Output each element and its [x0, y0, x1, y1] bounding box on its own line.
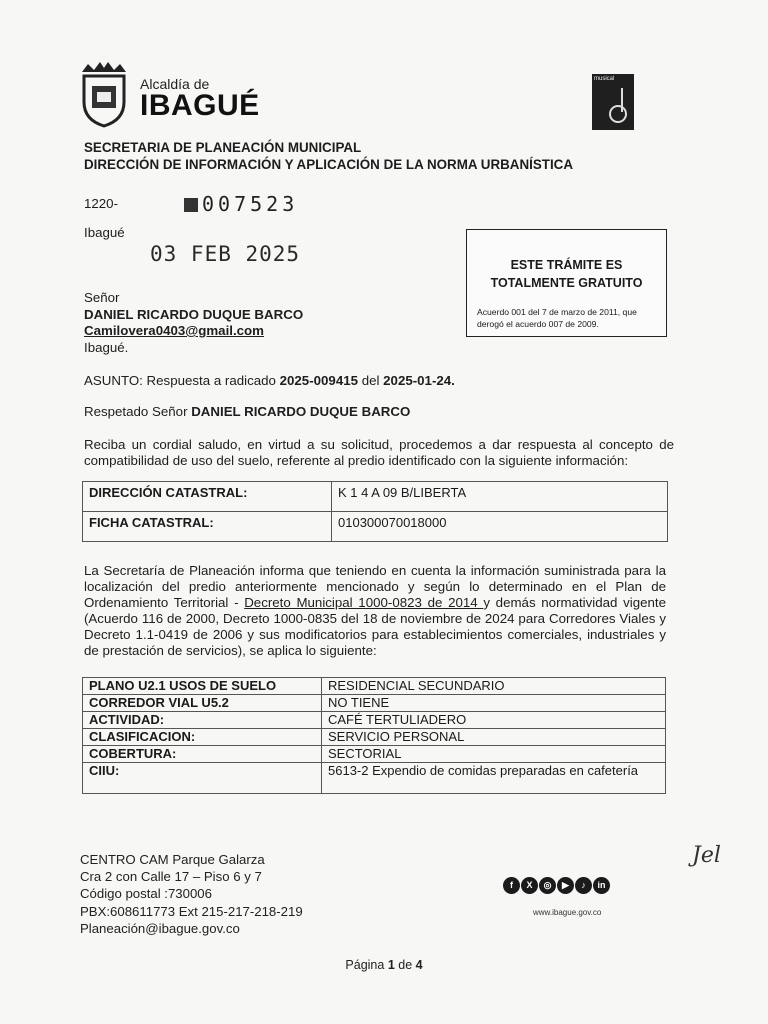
music-note-icon [592, 74, 634, 130]
notice-line1: ESTE TRÁMITE ES [510, 258, 623, 272]
heading-direccion: DIRECCIÓN DE INFORMACIÓN Y APLICACIÓN DE LA NORMA URBANÍSTICA [84, 157, 574, 172]
table-label: FICHA CATASTRAL: [83, 512, 332, 542]
property-table [82, 481, 668, 542]
subject-label: ASUNTO: Respuesta a radicado [84, 373, 280, 388]
recipient-city: Ibagué. [84, 340, 129, 355]
subject-date: 2025-01-24. [383, 373, 455, 388]
instagram-icon[interactable]: ◎ [539, 877, 556, 894]
table-value: SECTORIAL [322, 746, 666, 763]
initials-signature: Jel [692, 843, 721, 868]
table-value: 5613-2 Expendio de comidas preparadas en cafetería [322, 763, 666, 794]
footer-email[interactable]: Planeación@ibague.gov.co [80, 921, 240, 936]
page-prefix: Página [345, 958, 388, 972]
table-value: NO TIENE [322, 695, 666, 712]
footer-phone: PBX:608611773 Ext 215-217-218-219 [80, 904, 303, 919]
table-value: CAFÉ TERTULIADERO [322, 712, 666, 729]
heading-secretaria: SECRETARIA DE PLANEACIÓN MUNICIPAL [84, 140, 362, 155]
date-stamp: 03 FEB 2025 [150, 242, 301, 266]
stamp-mark-icon [184, 198, 198, 212]
greeting-prefix: Respetado Señor [84, 404, 192, 419]
greeting-name: DANIEL RICARDO DUQUE BARCO [191, 404, 411, 419]
footer-postal: Código postal :730006 [80, 886, 212, 901]
table-value: K 1 4 A 09 B/LIBERTA [332, 482, 668, 512]
decree-link: Decreto Municipal 1000-0823 de 2014 [244, 595, 484, 610]
recipient-email[interactable]: Camilovera0403@gmail.com [84, 323, 265, 338]
page-current: 1 [387, 958, 395, 972]
table-value: RESIDENCIAL SECUNDARIO [322, 678, 666, 695]
page-total: 4 [415, 958, 423, 972]
footer-address-1: CENTRO CAM Parque Galarza [80, 852, 265, 867]
page-mid: de [394, 958, 416, 972]
musical-logo [592, 74, 634, 130]
linkedin-icon[interactable]: in [593, 877, 610, 894]
table-row [83, 729, 666, 746]
table-row [83, 763, 666, 794]
notice-detail: Acuerdo 001 del 7 de marzo de 2011, que derogó el acuerdo 007 de 2009. [477, 307, 637, 329]
logo-big-text: IBAGUÉ [140, 89, 260, 122]
social-icons [503, 875, 611, 894]
legal-part1: La Secretaría de Planeación informa que teniendo en cuenta la información suministrada para la localización del predio anteriormente mencionado y según lo determinado en el Plan de Ordenamiento Territorial - [84, 563, 666, 610]
land-use-table [82, 677, 666, 794]
table-label: PLANO U2.1 USOS DE SUELO [83, 678, 322, 695]
table-label: CIIU: [83, 763, 322, 794]
ref-number: 007523 [202, 192, 299, 216]
table-label: DIRECCIÓN CATASTRAL: [83, 482, 332, 512]
legal-part2: y demás normatividad vigente (Acuerdo 116 de 2000, Decreto 1000-0835 del 18 de noviembre de 2024 para Corredores Viales y Decreto 1.1-0419 de 2006 y sus modificatorios para establecimientos comerciales, industriales y de prestación de servicios), se aplica lo siguiente: [84, 595, 666, 658]
page-number [0, 958, 768, 972]
table-value: SERVICIO PERSONAL [322, 729, 666, 746]
notice-line2: TOTALMENTE GRATUITO [490, 276, 643, 290]
table-label: COBERTURA: [83, 746, 322, 763]
table-row [83, 746, 666, 763]
ref-prefix: 1220- [84, 196, 119, 211]
ref-stamp [184, 192, 298, 216]
tiktok-icon[interactable]: ♪ [575, 877, 592, 894]
greeting [84, 404, 410, 420]
footer-address-2: Cra 2 con Calle 17 – Piso 6 y 7 [80, 869, 262, 884]
table-row [83, 512, 668, 542]
table-label: ACTIVIDAD: [83, 712, 322, 729]
table-label: CORREDOR VIAL U5.2 [83, 695, 322, 712]
youtube-icon[interactable]: ▶ [557, 877, 574, 894]
table-label: CLASIFICACION: [83, 729, 322, 746]
intro-paragraph: Reciba un cordial saludo, en virtud a su solicitud, procedemos a dar respuesta al concepto de compatibilidad de uso del suelo, referente al predio identificado con la siguiente información: [84, 437, 674, 468]
logo-small-text: Alcaldía de [140, 76, 210, 92]
table-row [83, 678, 666, 695]
website-link[interactable]: www.ibague.gov.co [533, 908, 602, 917]
facebook-icon[interactable]: f [503, 877, 520, 894]
free-procedure-notice [466, 229, 667, 337]
x-icon[interactable]: X [521, 877, 538, 894]
musical-logo-text: musical [594, 76, 615, 82]
subject-line [84, 373, 455, 389]
recipient-name: DANIEL RICARDO DUQUE BARCO [84, 307, 304, 322]
subject-radicado: 2025-009415 [279, 373, 359, 388]
table-value: 010300070018000 [332, 512, 668, 542]
legal-paragraph [84, 563, 666, 659]
subject-mid: del [358, 373, 384, 388]
ref-city: Ibagué [84, 225, 125, 240]
table-row [83, 482, 668, 512]
table-row [83, 712, 666, 729]
table-row [83, 695, 666, 712]
ibague-logo [78, 62, 258, 130]
coat-of-arms-icon [78, 62, 130, 128]
salutation: Señor [84, 290, 120, 305]
